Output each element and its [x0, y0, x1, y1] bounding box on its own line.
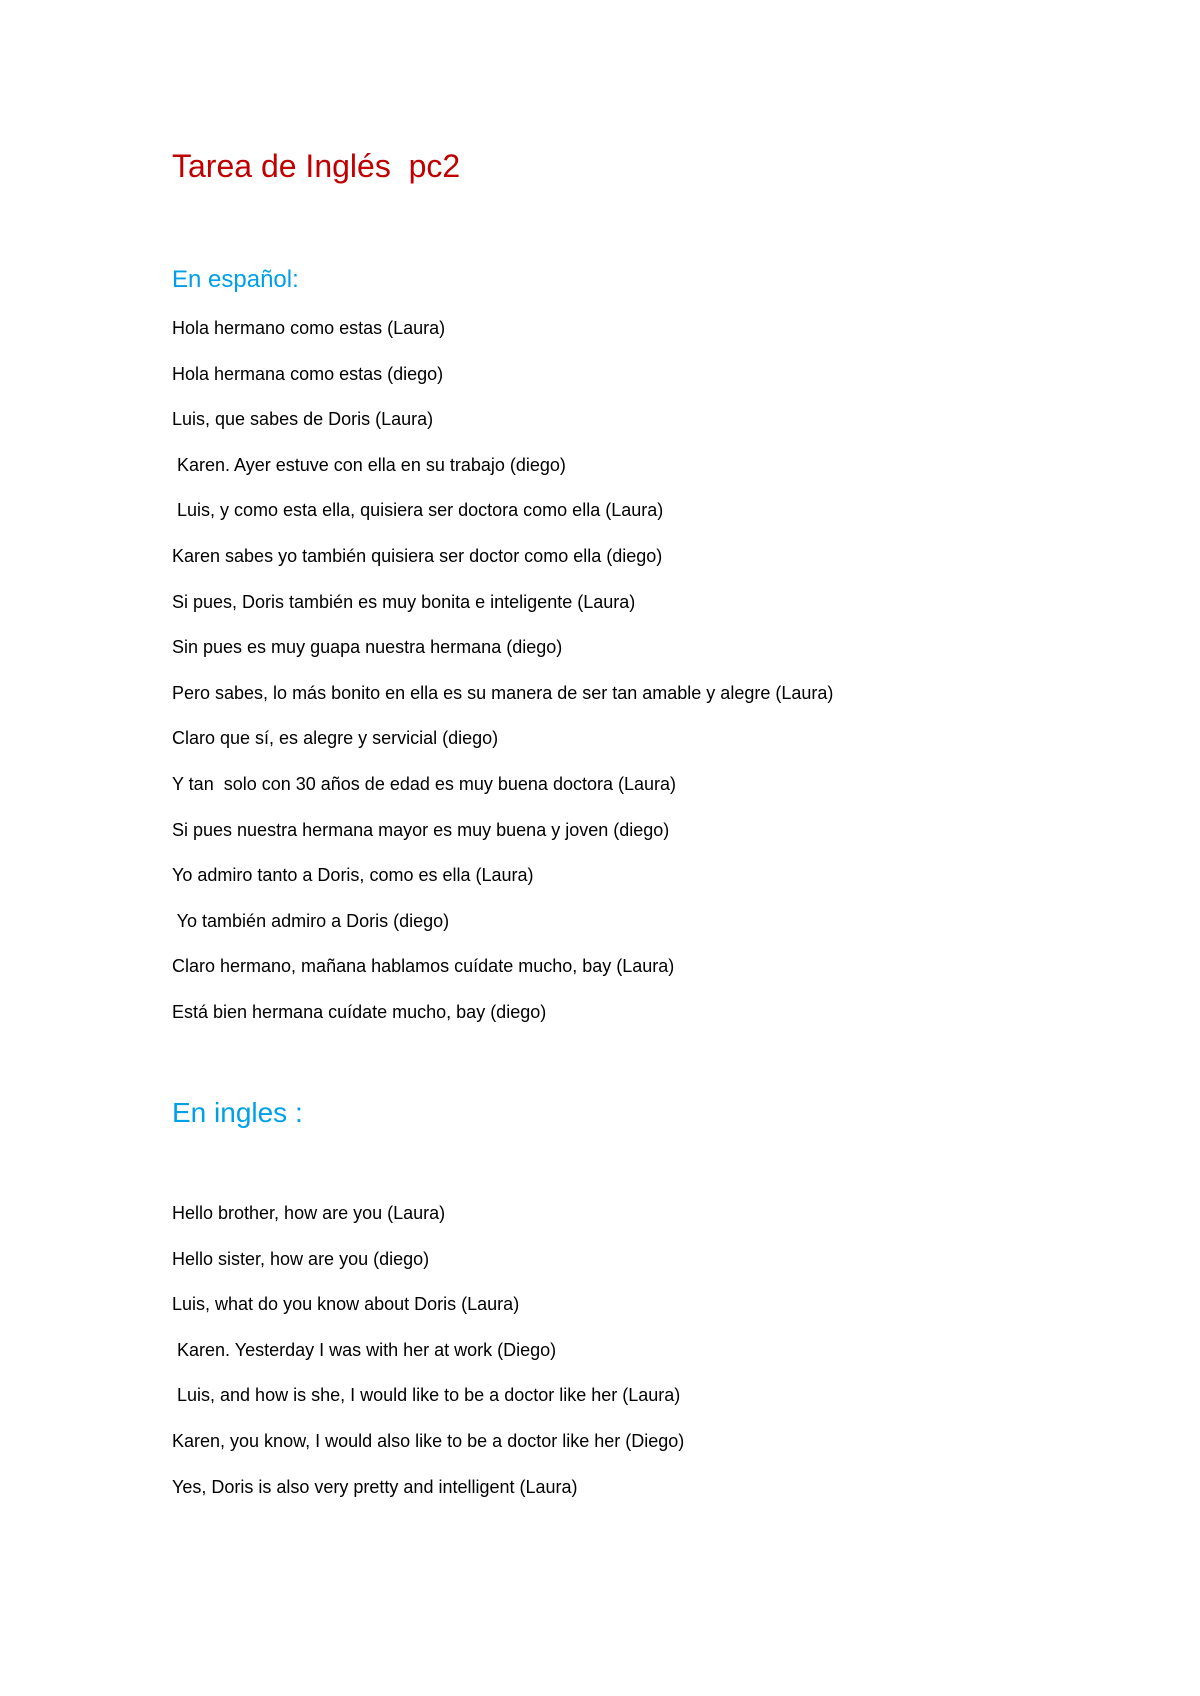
dialogue-line: Luis, y como esta ella, quisiera ser doctora como ella (Laura) — [172, 500, 664, 521]
dialogue-line: Karen sabes yo también quisiera ser doctor como ella (diego) — [172, 545, 663, 566]
section-heading-spanish: En español: — [172, 266, 299, 293]
dialogue-line: Yo admiro tanto a Doris, como es ella (Laura) — [172, 865, 534, 886]
dialogue-line: Luis, and how is she, I would like to be a doctor like her (Laura) — [172, 1385, 681, 1406]
dialogue-line: Hello brother, how are you (Laura) — [172, 1203, 446, 1223]
dialogue-english — [172, 1201, 684, 1520]
dialogue-line: Hola hermana como estas (diego) — [172, 363, 444, 384]
dialogue-line: Si pues, Doris también es muy bonita e inteligente (Laura) — [172, 591, 636, 612]
dialogue-line: Y tan solo con 30 años de edad es muy buena doctora (Laura) — [172, 773, 677, 794]
dialogue-line: Luis, que sabes de Doris (Laura) — [172, 409, 434, 430]
dialogue-line: Yo también admiro a Doris (diego) — [172, 910, 450, 931]
dialogue-line: Sin pues es muy guapa nuestra hermana (diego) — [172, 637, 563, 658]
dialogue-line: Yes, Doris is also very pretty and intelligent (Laura) — [172, 1476, 578, 1497]
dialogue-line: Pero sabes, lo más bonito en ella es su manera de ser tan amable y alegre (Laura) — [172, 682, 834, 703]
dialogue-spanish — [172, 316, 833, 1046]
dialogue-line: Karen, you know, I would also like to be a doctor like her (Diego) — [172, 1430, 685, 1451]
dialogue-line: Si pues nuestra hermana mayor es muy buena y joven (diego) — [172, 819, 670, 840]
dialogue-line: Karen. Yesterday I was with her at work (Diego) — [172, 1339, 557, 1360]
section-heading-english: En ingles : — [172, 1097, 303, 1128]
dialogue-line: Claro que sí, es alegre y servicial (diego) — [172, 728, 499, 749]
dialogue-line: Karen. Ayer estuve con ella en su trabajo (diego) — [172, 454, 566, 475]
dialogue-line: Claro hermano, mañana hablamos cuídate mucho, bay (Laura) — [172, 956, 675, 977]
dialogue-line: Está bien hermana cuídate mucho, bay (diego) — [172, 1001, 547, 1022]
document-title: Tarea de Inglés pc2 — [172, 148, 461, 184]
dialogue-line: Luis, what do you know about Doris (Laura) — [172, 1294, 520, 1315]
dialogue-line: Hola hermano como estas (Laura) — [172, 318, 446, 338]
dialogue-line: Hello sister, how are you (diego) — [172, 1248, 430, 1269]
